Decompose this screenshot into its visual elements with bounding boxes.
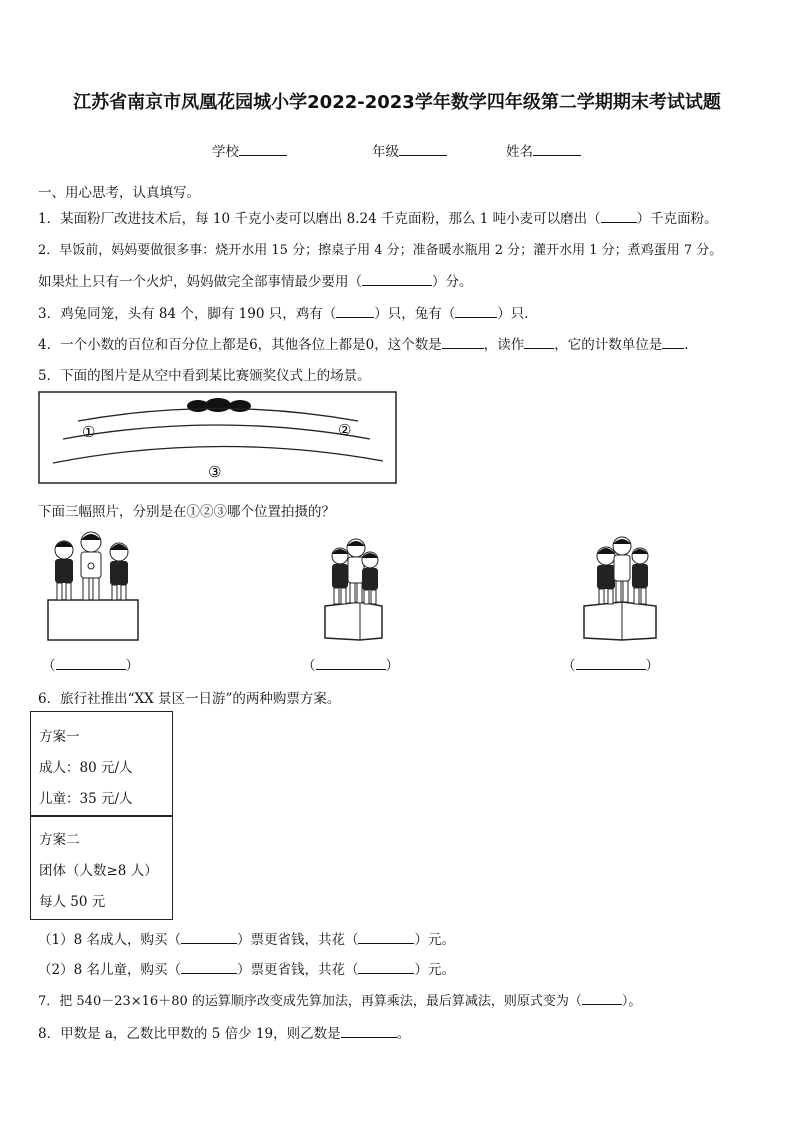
photo-1-answer (42, 654, 139, 674)
q6-1-blank-cost[interactable] (358, 929, 414, 944)
page-title: 江苏省南京市凤凰花园城小学2022-2023学年数学四年级第二学期期末考试试题 (73, 92, 721, 113)
photo-1-blank[interactable] (56, 655, 126, 670)
plan-1-box (30, 711, 173, 817)
q4-blank-number[interactable] (442, 334, 484, 349)
plan-2-price: 每人 50 元 (39, 894, 106, 910)
q3-text-b: ）只，兔有（ (374, 306, 456, 322)
athlete-right (110, 543, 128, 600)
head-blob-3 (229, 400, 251, 412)
paren-close: ） (125, 658, 139, 674)
q3-text-a: 3．鸡兔同笼，头有 84 个，脚有 190 只，鸡有（ (38, 306, 337, 322)
question-7 (38, 990, 641, 1009)
plan-1-adult-price: 成人：80 元/人 (39, 760, 133, 776)
q1-text-b: ）千克面粉。 (636, 211, 718, 227)
plan-2-box (30, 815, 173, 920)
section-heading: 一、用心思考，认真填写。 (38, 185, 200, 201)
question-2-line2 (38, 270, 473, 290)
q3-text-c: ）只． (497, 306, 538, 322)
athlete-middle (613, 537, 631, 602)
question-3 (38, 302, 538, 322)
q8-blank[interactable] (341, 1023, 397, 1038)
q4-text-d: . (684, 337, 689, 353)
q7-blank[interactable] (582, 990, 622, 1005)
photo-2-answer (302, 654, 399, 674)
position-1-label: ① (82, 423, 96, 441)
q3-blank-chicken[interactable] (336, 303, 374, 318)
q6-1-text-b: ）票更省钱，共花（ (236, 932, 359, 948)
paren-open: （ (42, 658, 56, 674)
school-field (212, 140, 287, 160)
grade-label: 年级 (372, 144, 399, 160)
q3-blank-rabbit[interactable] (455, 303, 497, 318)
plan-1-title: 方案一 (39, 729, 80, 745)
paren-close: ） (385, 658, 399, 674)
grade-blank[interactable] (399, 141, 447, 156)
grade-field (372, 140, 447, 160)
photo-2-blank[interactable] (316, 655, 386, 670)
plan-2-title: 方案二 (39, 832, 80, 848)
question-2-line1: 2．早饭前，妈妈要做很多事：烧开水用 15 分；擦桌子用 4 分；准备暖水瓶用 2 分；灌开水用 1 分；煮鸡蛋用 7 分。 (38, 243, 723, 258)
athlete-front (597, 547, 615, 604)
q6-1-blank-plan[interactable] (181, 929, 237, 944)
q6-1-text-a: （1）8 名成人，购买（ (38, 932, 181, 948)
q6-2-text-c: ）元。 (414, 962, 455, 978)
photo-2-podium (320, 536, 390, 642)
q7-text-a: 7．把 540－23×16＋80 的运算顺序改变成先算加法，再算乘法，最后算减法，则原式变为（ (38, 994, 582, 1009)
athlete-middle (81, 532, 101, 600)
q4-text-c: ，它的计数单位是 (554, 337, 663, 353)
athlete-front (362, 552, 378, 604)
school-blank[interactable] (239, 141, 287, 156)
question-6: 6．旅行社推出“XX 景区一日游”的两种购票方案。 (38, 691, 341, 707)
q2-text-b: ）分。 (432, 274, 473, 290)
head-blob-2 (205, 398, 231, 412)
q6-2-blank-cost[interactable] (358, 959, 414, 974)
question-5-sub: 下面三幅照片，分别是在①②③哪个位置拍摄的？ (38, 504, 335, 520)
q2-text-a: 如果灶上只有一个火炉，妈妈做完全部事情最少要用（ (38, 274, 362, 290)
q1-blank[interactable] (601, 208, 637, 223)
podium-block (48, 600, 138, 640)
q4-blank-read[interactable] (524, 334, 554, 349)
q6-1-text-c: ）元。 (414, 932, 455, 948)
question-6-sub-2 (38, 958, 455, 978)
name-field (506, 140, 581, 160)
plan-2-group-condition: 团体（人数≥8 人） (39, 863, 158, 879)
position-3-label: ③ (208, 463, 222, 481)
athlete-left (55, 541, 73, 600)
position-2-label: ② (338, 421, 352, 439)
podium-block (584, 602, 656, 640)
question-5: 5．下面的图片是从空中看到某比赛颁奖仪式上的场景。 (38, 368, 371, 384)
aerial-podium-diagram (38, 391, 398, 485)
q6-2-text-b: ）票更省钱，共花（ (236, 962, 359, 978)
q7-text-b: ）。 (621, 994, 642, 1009)
photo-1-podium (44, 528, 144, 644)
q2-blank[interactable] (362, 271, 432, 286)
podium-arc-middle (63, 425, 370, 439)
q8-text-b: 。 (396, 1026, 411, 1042)
paren-open: （ (302, 658, 316, 674)
school-label: 学校 (212, 144, 239, 160)
plan-1-child-price: 儿童：35 元/人 (39, 791, 133, 807)
paren-open: （ (562, 658, 576, 674)
question-8 (38, 1022, 410, 1042)
question-4 (38, 333, 689, 353)
name-blank[interactable] (533, 141, 581, 156)
photo-3-answer (562, 654, 659, 674)
name-label: 姓名 (506, 144, 533, 160)
paren-close: ） (645, 658, 659, 674)
q1-text-a: 1．某面粉厂改进技术后，每 10 千克小麦可以磨出 8.24 千克面粉，那么 1 吨小麦可以磨出（ (38, 211, 601, 227)
q6-2-text-a: （2）8 名儿童，购买（ (38, 962, 181, 978)
question-6-sub-1 (38, 928, 455, 948)
podium-block (325, 602, 382, 640)
q4-text-a: 4．一个小数的百位和百分位上都是6，其他各位上都是0，这个数是 (38, 337, 442, 353)
question-1 (38, 207, 718, 227)
q4-blank-unit[interactable] (662, 334, 684, 349)
photo-3-blank[interactable] (576, 655, 646, 670)
q6-2-blank-plan[interactable] (181, 959, 237, 974)
q8-text-a: 8．甲数是 a，乙数比甲数的 5 倍少 19，则乙数是 (38, 1026, 341, 1042)
photo-3-podium (580, 534, 660, 642)
athlete-back (332, 548, 348, 604)
podium-arc-outer (53, 446, 383, 463)
athlete-back (632, 548, 648, 604)
q4-text-b: ，读作 (483, 337, 525, 353)
